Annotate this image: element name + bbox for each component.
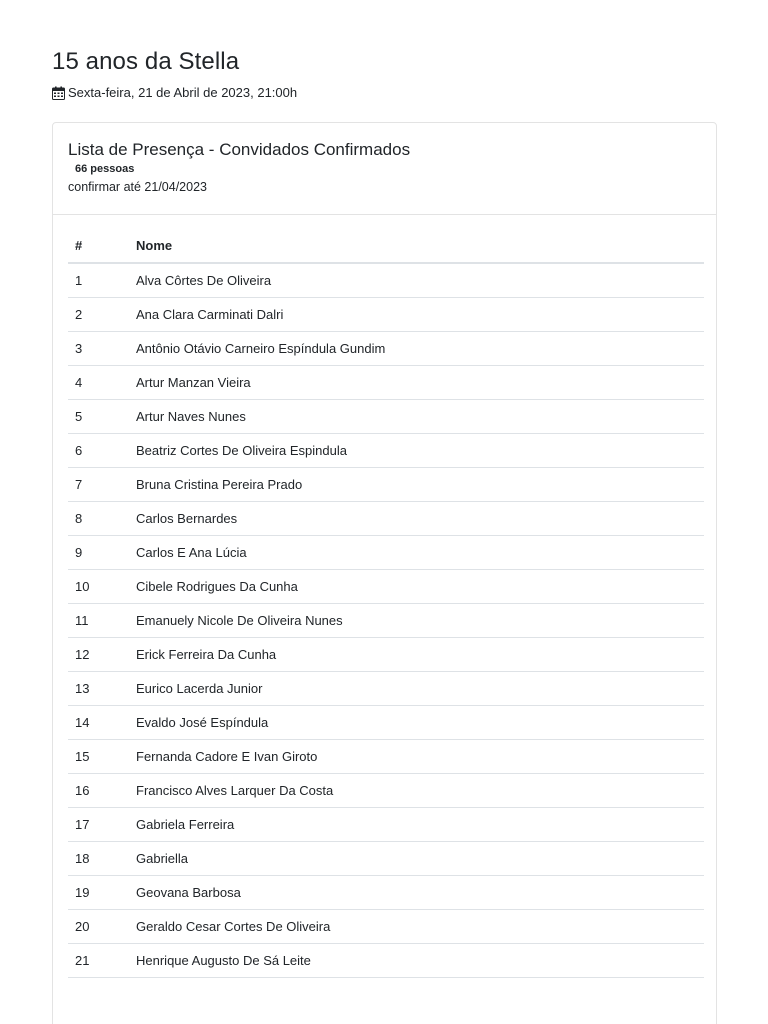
guest-name: Evaldo José Espíndula	[129, 706, 704, 740]
guest-count: 66 pessoas	[75, 163, 135, 175]
guest-list-card	[52, 122, 717, 1024]
table-row	[68, 842, 704, 876]
guest-number: 6	[68, 434, 129, 468]
event-date-text: Sexta-feira, 21 de Abril de 2023, 21:00h	[68, 85, 298, 100]
guest-number: 19	[68, 876, 129, 910]
table-row	[68, 502, 704, 536]
guest-number: 8	[68, 502, 129, 536]
table-header-row	[68, 229, 704, 263]
table-row	[68, 570, 704, 604]
guest-name: Erick Ferreira Da Cunha	[129, 638, 704, 672]
table-row	[68, 910, 704, 944]
guest-number: 20	[68, 910, 129, 944]
guest-number: 14	[68, 706, 129, 740]
guest-name: Emanuely Nicole De Oliveira Nunes	[129, 604, 704, 638]
event-title: 15 anos da Stella	[52, 48, 240, 75]
guest-name: Artur Manzan Vieira	[129, 366, 704, 400]
guest-number: 13	[68, 672, 129, 706]
guest-number: 17	[68, 808, 129, 842]
guest-name: Cibele Rodrigues Da Cunha	[129, 570, 704, 604]
guest-name: Eurico Lacerda Junior	[129, 672, 704, 706]
guest-number: 21	[68, 944, 129, 978]
table-row	[68, 740, 704, 774]
guest-number: 15	[68, 740, 129, 774]
column-header-num: #	[68, 229, 129, 263]
guest-number: 16	[68, 774, 129, 808]
calendar-icon	[52, 86, 65, 100]
table-row	[68, 263, 704, 298]
table-row	[68, 672, 704, 706]
guest-name: Antônio Otávio Carneiro Espíndula Gundim	[129, 332, 704, 366]
guest-number: 4	[68, 366, 129, 400]
guest-number: 3	[68, 332, 129, 366]
guest-number: 5	[68, 400, 129, 434]
guest-table	[68, 229, 704, 978]
guest-name: Beatriz Cortes De Oliveira Espindula	[129, 434, 704, 468]
guest-name: Geraldo Cesar Cortes De Oliveira	[129, 910, 704, 944]
guest-name: Gabriela Ferreira	[129, 808, 704, 842]
table-row	[68, 332, 704, 366]
table-row	[68, 468, 704, 502]
guest-number: 10	[68, 570, 129, 604]
table-row	[68, 876, 704, 910]
guest-number: 18	[68, 842, 129, 876]
table-row	[68, 434, 704, 468]
guest-number: 11	[68, 604, 129, 638]
table-row	[68, 706, 704, 740]
table-row	[68, 638, 704, 672]
table-row	[68, 536, 704, 570]
guest-number: 12	[68, 638, 129, 672]
guest-name: Carlos E Ana Lúcia	[129, 536, 704, 570]
guest-name: Bruna Cristina Pereira Prado	[129, 468, 704, 502]
guest-name: Alva Côrtes De Oliveira	[129, 263, 704, 298]
guest-number: 7	[68, 468, 129, 502]
guest-name: Carlos Bernardes	[129, 502, 704, 536]
guest-name: Fernanda Cadore E Ivan Giroto	[129, 740, 704, 774]
guest-name: Geovana Barbosa	[129, 876, 704, 910]
guest-name: Gabriella	[129, 842, 704, 876]
guest-name: Artur Naves Nunes	[129, 400, 704, 434]
confirmation-deadline: confirmar até 21/04/2023	[68, 180, 207, 194]
guest-table-wrapper	[68, 229, 704, 978]
table-row	[68, 604, 704, 638]
card-header	[53, 123, 716, 215]
guest-name: Francisco Alves Larquer Da Costa	[129, 774, 704, 808]
table-row	[68, 774, 704, 808]
guest-table-body	[68, 263, 704, 978]
table-row	[68, 944, 704, 978]
column-header-name: Nome	[129, 229, 704, 263]
guest-number: 2	[68, 298, 129, 332]
table-row	[68, 808, 704, 842]
guest-name: Ana Clara Carminati Dalri	[129, 298, 704, 332]
card-title: Lista de Presença - Convidados Confirmados	[68, 140, 411, 159]
table-row	[68, 298, 704, 332]
guest-number: 1	[68, 263, 129, 298]
table-row	[68, 366, 704, 400]
table-row	[68, 400, 704, 434]
guest-name: Henrique Augusto De Sá Leite	[129, 944, 704, 978]
guest-number: 9	[68, 536, 129, 570]
event-date	[52, 85, 297, 100]
